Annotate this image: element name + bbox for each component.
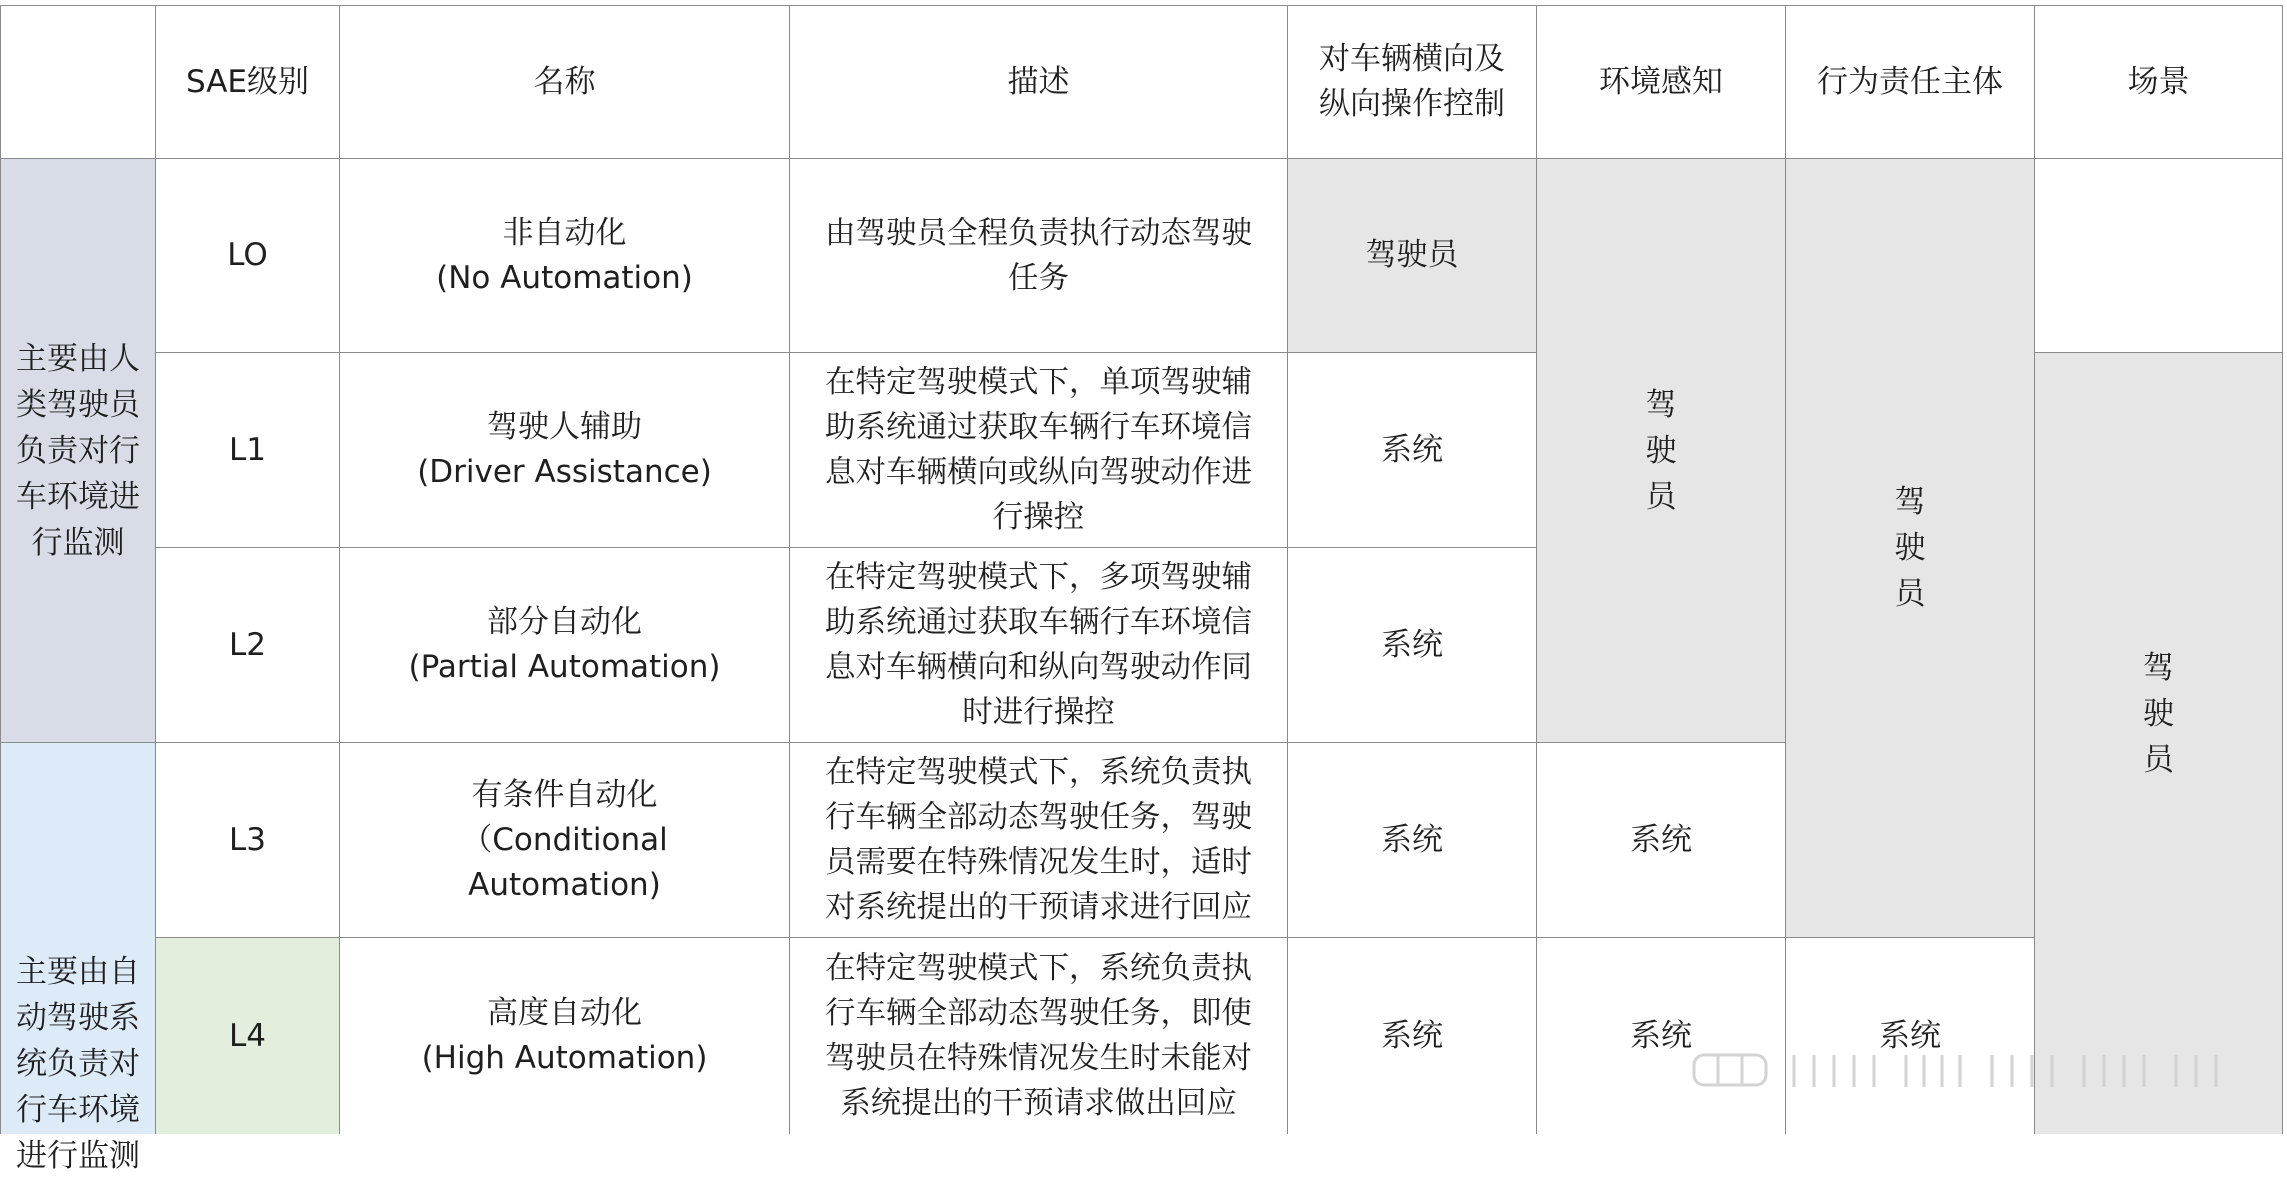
row-l0-description: 由驾驶员全程负责执行动态驾驶 任务 bbox=[789, 158, 1287, 352]
row-l4-name: 高度自动化 (High Automation) bbox=[339, 937, 789, 1134]
scenario-l0-blank bbox=[2034, 158, 2283, 352]
group-system-monitoring: 主要由自 动驾驶系 统负责对 行车环境 进行监测 bbox=[0, 742, 155, 1134]
responsibility-driver-merged: 驾 驶 员 bbox=[1785, 158, 2034, 937]
header-blank bbox=[0, 5, 155, 158]
row-l1-level: L1 bbox=[155, 352, 339, 547]
row-l1-description: 在特定驾驶模式下，单项驾驶辅 助系统通过获取车辆行车环境信 息对车辆横向或纵向驾驶动作进 行操控 bbox=[789, 352, 1287, 547]
row-l4-description: 在特定驾驶模式下，系统负责执 行车辆全部动态驾驶任务，即使 驾驶员在特殊情况发生时未能对 系统提出的干预请求做出回应 bbox=[789, 937, 1287, 1134]
row-l0-name: 非自动化 (No Automation) bbox=[339, 158, 789, 352]
row-l1-name: 驾驶人辅助 (Driver Assistance) bbox=[339, 352, 789, 547]
row-l3-description: 在特定驾驶模式下，系统负责执 行车辆全部动态驾驶任务，驾驶 员需要在特殊情况发生时，适时 对系统提出的干预请求进行回应 bbox=[789, 742, 1287, 937]
header-name: 名称 bbox=[339, 5, 789, 158]
header-sae-level: SAE级别 bbox=[155, 5, 339, 158]
row-l3-name: 有条件自动化 （Conditional Automation) bbox=[339, 742, 789, 937]
row-l2-name: 部分自动化 (Partial Automation) bbox=[339, 547, 789, 742]
environment-driver-merged: 驾 驶 员 bbox=[1536, 158, 1785, 742]
row-l2-description: 在特定驾驶模式下，多项驾驶辅 助系统通过获取车辆行车环境信 息对车辆横向和纵向驾驶动作同 时进行操控 bbox=[789, 547, 1287, 742]
row-l4-level: L4 bbox=[155, 937, 339, 1134]
header-control: 对车辆横向及 纵向操作控制 bbox=[1287, 5, 1536, 158]
group-human-monitoring: 主要由人 类驾驶员 负责对行 车环境进 行监测 bbox=[0, 158, 155, 742]
row-l0-level: LO bbox=[155, 158, 339, 352]
row-l1-control: 系统 bbox=[1287, 352, 1536, 547]
header-environment: 环境感知 bbox=[1536, 5, 1785, 158]
header-scenario: 场景 bbox=[2034, 5, 2283, 158]
row-l4-responsibility: 系统 bbox=[1785, 937, 2034, 1134]
row-l2-level: L2 bbox=[155, 547, 339, 742]
row-l4-control: 系统 bbox=[1287, 937, 1536, 1134]
row-l3-level: L3 bbox=[155, 742, 339, 937]
row-l0-control: 驾驶员 bbox=[1287, 158, 1536, 352]
header-responsibility: 行为责任主体 bbox=[1785, 5, 2034, 158]
row-l3-environment: 系统 bbox=[1536, 742, 1785, 937]
row-l2-control: 系统 bbox=[1287, 547, 1536, 742]
header-description: 描述 bbox=[789, 5, 1287, 158]
scenario-driver-merged: 驾 驶 员 bbox=[2034, 352, 2283, 1134]
row-l4-environment: 系统 bbox=[1536, 937, 1785, 1134]
row-l3-control: 系统 bbox=[1287, 742, 1536, 937]
